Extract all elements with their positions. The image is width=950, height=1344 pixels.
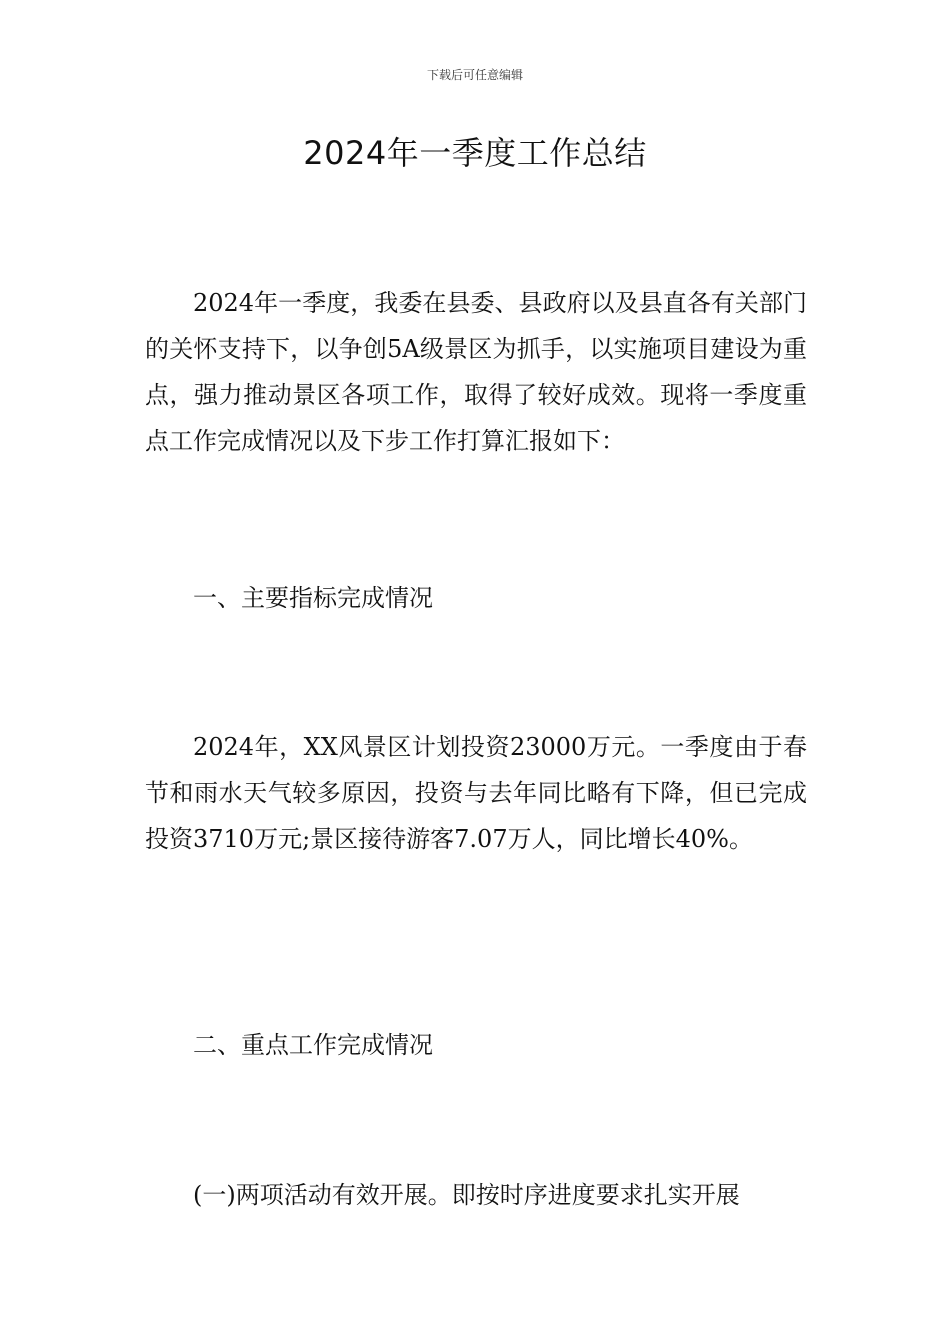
section-heading-1: 一、主要指标完成情况 <box>193 584 433 612</box>
intro-paragraph: 2024年一季度，我委在县委、县政府以及县直各有关部门的关怀支持下，以争创5A级景区为抓手，以实施项目建设为重点，强力推动景区各项工作，取得了较好成效。现将一季度重点工作完成情况以及下步工作打算汇报如下： <box>145 289 807 455</box>
header-note: 下载后可任意编辑 <box>426 68 523 82</box>
section-heading-2: 二、重点工作完成情况 <box>193 1031 433 1059</box>
document-title: 2024年一季度工作总结 <box>303 134 647 172</box>
activities-paragraph: (一)两项活动有效开展。即按时序进度要求扎实开展 <box>193 1181 740 1209</box>
indicators-paragraph: 2024年，XX风景区计划投资23000万元。一季度由于春节和雨水天气较多原因，投资与去年同比略有下降，但已完成投资3710万元;景区接待游客7.07万人，同比增长40%。 <box>145 733 807 853</box>
